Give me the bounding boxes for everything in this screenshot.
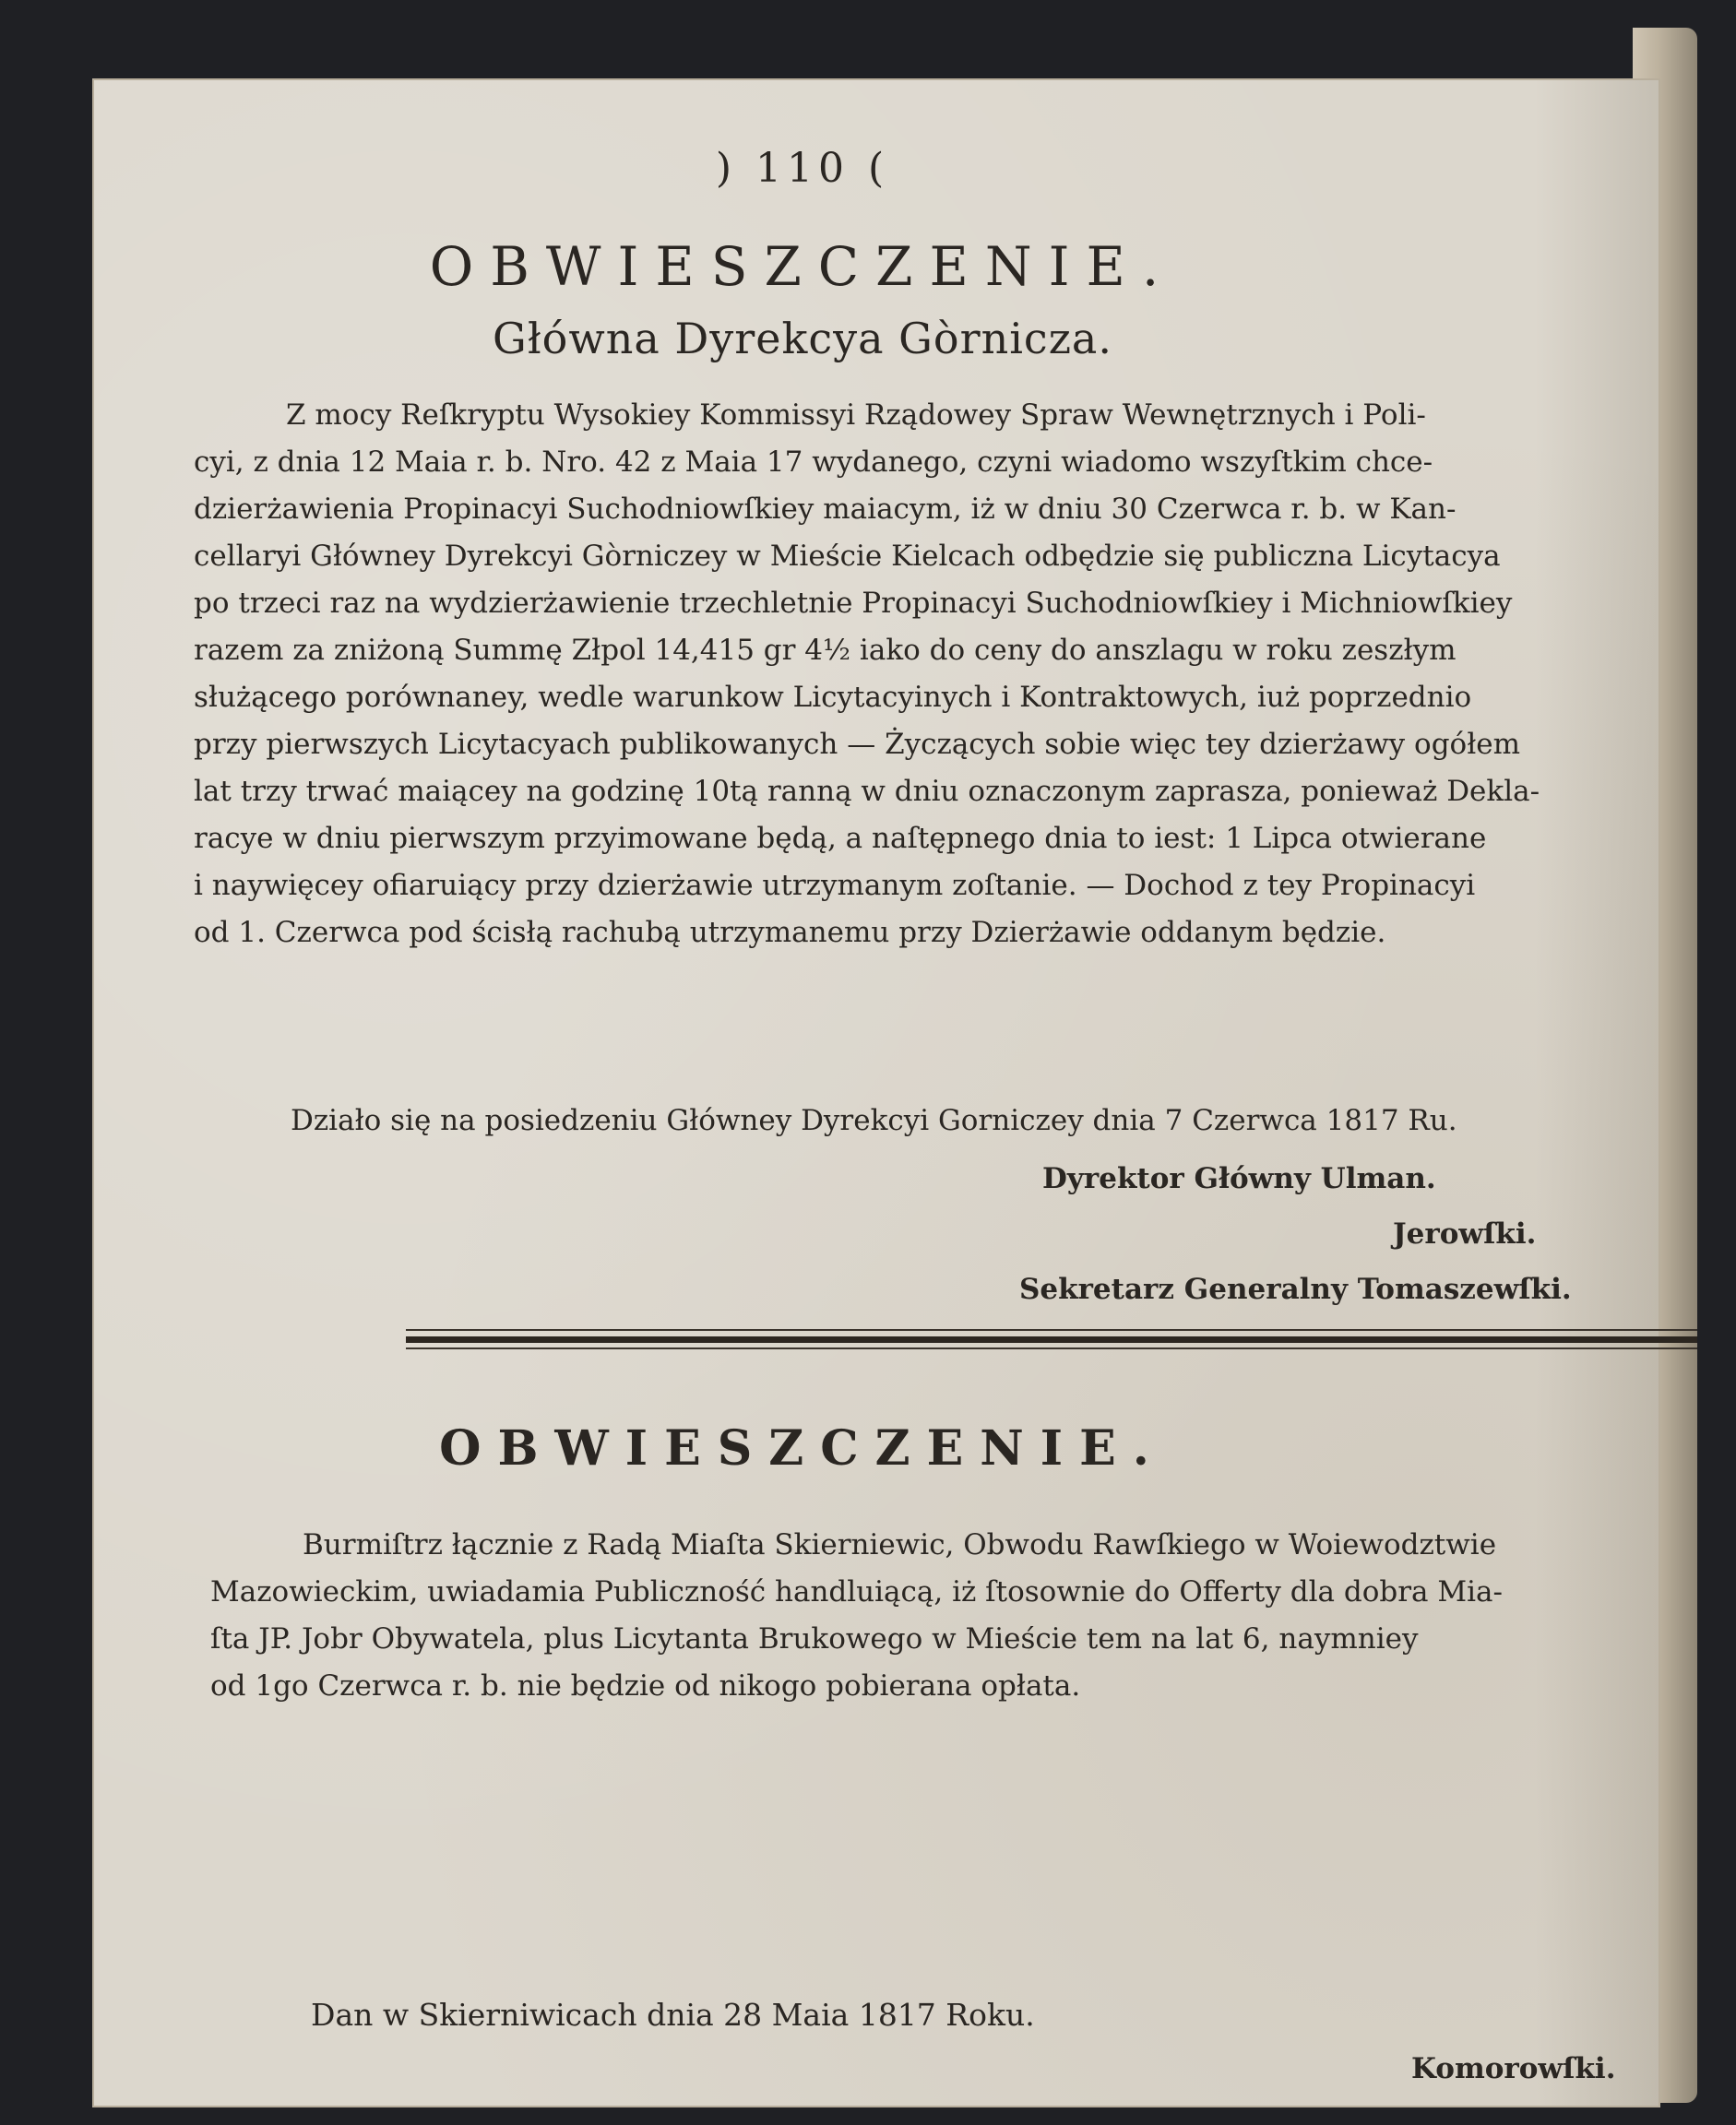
divider-thin-rule xyxy=(406,1347,1697,1349)
notice1-line: po trzeci raz na wydzierżawienie trzechletnie Propinacyi Suchodniowſkiey i Michniowſkiey xyxy=(194,587,1513,620)
divider-thin-rule xyxy=(406,1329,1697,1331)
notice1-signature-jerowski: Jerowſki. xyxy=(1393,1217,1537,1251)
divider-thick-rule xyxy=(406,1336,1697,1343)
notice2-signature: Komorowſki. xyxy=(1411,2052,1616,2085)
notice1-line: lat trzy trwać maiącey na godzinę 10tą ranną w dniu oznaczonym zaprasza, ponieważ Dekla- xyxy=(194,775,1540,808)
notice2-line: ſta JP. Jobr Obywatela, plus Licytanta Brukowego w Mieście tem na lat 6, naymniey xyxy=(210,1622,1419,1656)
notice1-dated: Działo się na posiedzeniu Główney Dyrekcyi Gorniczey dnia 7 Czerwca 1817 Ru. xyxy=(291,1104,1457,1137)
notice2-line: od 1go Czerwca r. b. nie będzie od nikogo pobierana opłata. xyxy=(210,1669,1081,1703)
notice2-dated: Dan w Skierniwicach dnia 28 Maia 1817 Roku. xyxy=(311,1997,1035,2033)
notice2-line: Burmiſtrz łącznie z Radą Miaſta Skierniewic, Obwodu Rawſkiego w Woiewodztwie xyxy=(303,1528,1497,1561)
notice1-line: i naywięcey ofiaruiący przy dzierżawie utrzymanym zoſtanie. — Dochod z tey Propinacyi xyxy=(194,869,1476,902)
notice2-title: OBWIESZCZENIE. xyxy=(439,1420,1166,1477)
notice1-signature-secretary: Sekretarz Generalny Tomaszewſki. xyxy=(1019,1273,1572,1306)
notice1-line: od 1. Czerwca pod ścisłą rachubą utrzymanemu przy Dzierżawie oddanym będzie. xyxy=(194,916,1386,949)
notice1-line: służącego porównaney, wedle warunkow Licytacyinych i Kontraktowych, iuż poprzednio xyxy=(194,681,1472,714)
book-page xyxy=(92,78,1660,2107)
notice1-line: cellaryi Główney Dyrekcyi Gòrniczey w Mieście Kielcach odbędzie się publiczna Licytacya xyxy=(194,540,1501,573)
notice1-subtitle: Główna Dyrekcya Gòrnicza. xyxy=(493,314,1112,363)
notice1-body xyxy=(194,392,1736,956)
notice1-line: cyi, z dnia 12 Maia r. b. Nro. 42 z Maia 17 wydanego, czyni wiadomo wszyſtkim chce- xyxy=(194,445,1433,479)
notice2-body xyxy=(210,1522,1736,1710)
notice1-line: racye w dniu pierwszym przyimowane będą, a naſtępnego dnia to iest: 1 Lipca otwierane xyxy=(194,822,1487,855)
notice1-line: razem za zniżoną Summę Złpol 14,415 gr 4½ iako do ceny do anszlagu w roku zeszłym xyxy=(194,634,1457,667)
notice2-line: Mazowieckim, uwiadamia Publiczność handluiącą, iż ſtosownie do Offerty dla dobra Mia- xyxy=(210,1575,1503,1609)
notice1-line: dzierżawienia Propinacyi Suchodniowſkiey maiacym, iż w dniu 30 Czerwca r. b. w Kan- xyxy=(194,493,1457,526)
section-divider xyxy=(406,1329,1697,1357)
notice1-title: OBWIESZCZENIE. xyxy=(429,235,1176,298)
notice1-signature-director: Dyrektor Główny Ulman. xyxy=(1042,1162,1436,1195)
notice1-line: przy pierwszych Licytacyach publikowanych — Życzących sobie więc tey dzierżawy ogółem xyxy=(194,728,1521,761)
page-number: ) 110 ( xyxy=(715,145,890,192)
notice1-line: Z mocy Reſkryptu Wysokiey Kommissyi Rządowey Spraw Wewnętrznych i Poli- xyxy=(286,398,1426,432)
